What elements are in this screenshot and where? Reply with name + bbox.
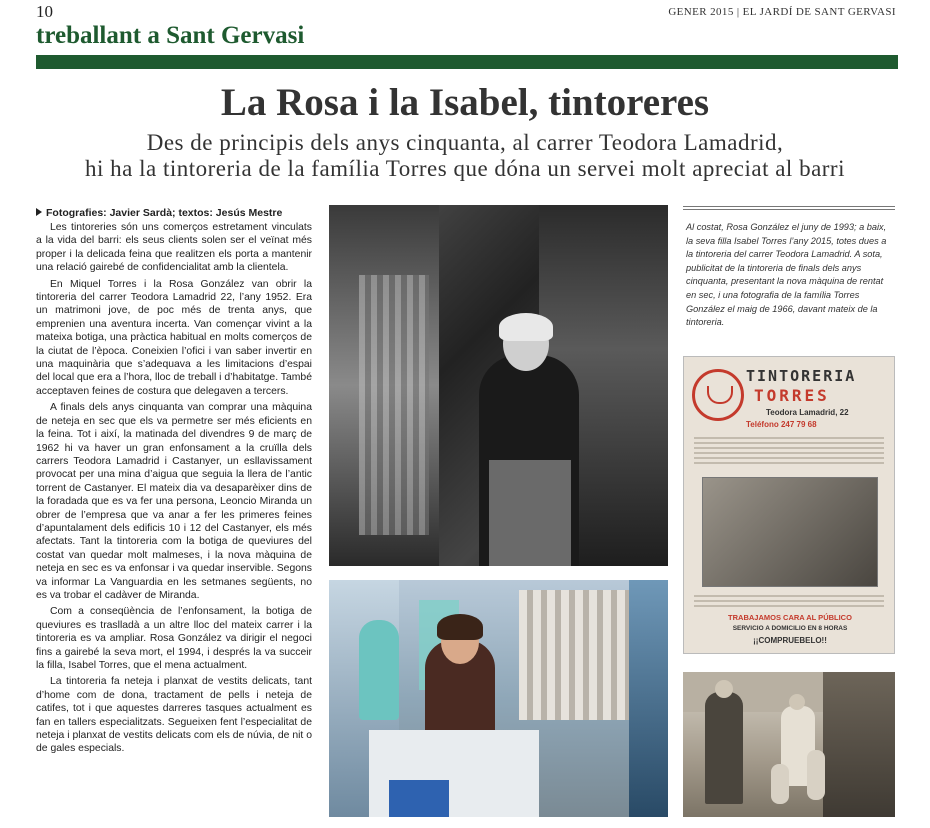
running-head: GENER 2015 | EL JARDÍ DE SANT GERVASI [668,6,896,18]
paragraph-4: Com a conseqüència de l’enfonsament, la botiga de queviures es traslladà a un altre lloc del mateix carrer i la tintoreria es va ampliar. Rosa González va dirigir el negoci fins a gairebé la seva mort, el 1994, i després la va succeir la filla, Isabel Torres, que el mena actualment. [36,606,312,671]
photo-caption: Al costat, Rosa González el juny de 1993; a baix, la seva filla Isabel Torres l’any 2015, totes dues a la tintoreria del carrer Teodora Lamadrid. A sota, publicitat de la tintoreria de finals dels anys cinquanta, presentant la nova màquina de rentat en sec, i una fotografia de la família Torres González el maig de 1966, davant mateix de la tintoreria. [686,222,887,328]
article-subtitle-line-2: hi ha la tintoreria de la família Torres que dóna un servei molt apreciat al barri [85,156,845,181]
advert-line-3: ¡¡COMPRUEBELO!! [753,636,827,645]
section-title: treballant a Sant Gervasi [36,22,305,49]
page-number: 10 [36,2,53,21]
advert-title: TINTORERIA [746,367,857,385]
advert-name: TORRES [754,386,830,405]
vintage-advertisement [683,356,895,654]
advert-machine-photo [702,477,878,587]
photo-rosa-gonzalez [329,205,668,566]
paragraph-2: En Miquel Torres i la Rosa González van obrir la tintoreria del carrer Teodora Lamadrid 22, l’any 1952. Era un matrimoni jove, de poc més de trenta anys, que emprenien una aventura incerta. Van començar vivint a la mateixa botiga, una pràctica habitual en molts comerços de la ciutat de l’època. Coneixien l’ofici i van saber invertir en una maquinària que s’adequava a les limitacions d’espai del local que era a l’hora, lloc de treball i d’habitatge. També acceptaven feines de costura que delegaven a tercers. [36,278,312,397]
caption-rule [683,206,895,210]
paragraph-5: La tintoreria fa neteja i planxat de vestits delicats, tant d’home com de dona, tractament de pells i neteja de catifes, tot i que aquestes darreres tasques actualment es fan en tallers especialitzats. Segueixen fent l’especialitat de neteja i planxat de vestits delicats com els de núvia, de nit o de gales especials. [36,676,312,755]
section-rule [36,55,898,69]
advert-line-1: TRABAJAMOS CARA AL PÚBLICO [728,613,852,622]
paragraph-3: A finals dels anys cinquanta van comprar una màquina de neteja en sec que els va permetre ser més eficients en la feina. Tot i així, la matinada del divendres 9 de març de 1962 hi va haver un gran enfonsament a la cruïlla dels carrers Teodora Lamadrid i Castanyer, un esllavissament provocat per una mina d’aigua que seguia la llera de l’antic torrent de Castanyer. El mateix dia va desaparèixer dins de la foradada que es va fer una persona, Leoncio Miranda un obrer de l’empresa que va anar a fer les primeres feines d’apuntalament dels edificis 10 i 12 del Castanyer, els més afectats. Tant la tintoreria com la botiga de queviures del costat van quedar molt malmeses, i la nova màquina de neteja en sec es va enfonsar i va quedar inservible. Segons va informar La Vanguardia en les setmanes següents, no es va trobar el cadàver de Miranda. [36,402,312,601]
credits-text: Fotografies: Javier Sardà; textos: Jesús Mestre [46,207,283,219]
article-subtitle-line-1: Des de principis dels anys cinquanta, al carrer Teodora Lamadrid, [146,130,784,155]
article-title: La Rosa i la Isabel, tintoreres [220,81,710,124]
advert-line-2: SERVICIO A DOMICILIO EN 8 HORAS [732,625,848,632]
photo-family-1966 [683,672,895,817]
advert-body-text [694,437,884,467]
photo-isabel-torres [329,580,668,817]
triangle-bullet-icon [36,208,42,216]
advert-small-text [694,595,884,609]
credits [36,207,282,219]
advert-phone: Teléfono 247 79 68 [746,420,817,429]
advert-seal-logo [692,369,744,421]
paragraph-1: Les tintoreries són uns comerços estretament vinculats a la vida del barri: els seus clients solen ser el veïnat més proper i la delicada feina que realitzen els porta a mantenir una relació gairebé de confidencialitat amb la clientela. [36,222,312,274]
article-body [36,221,312,759]
advert-street: Teodora Lamadrid, 22 [766,408,849,417]
